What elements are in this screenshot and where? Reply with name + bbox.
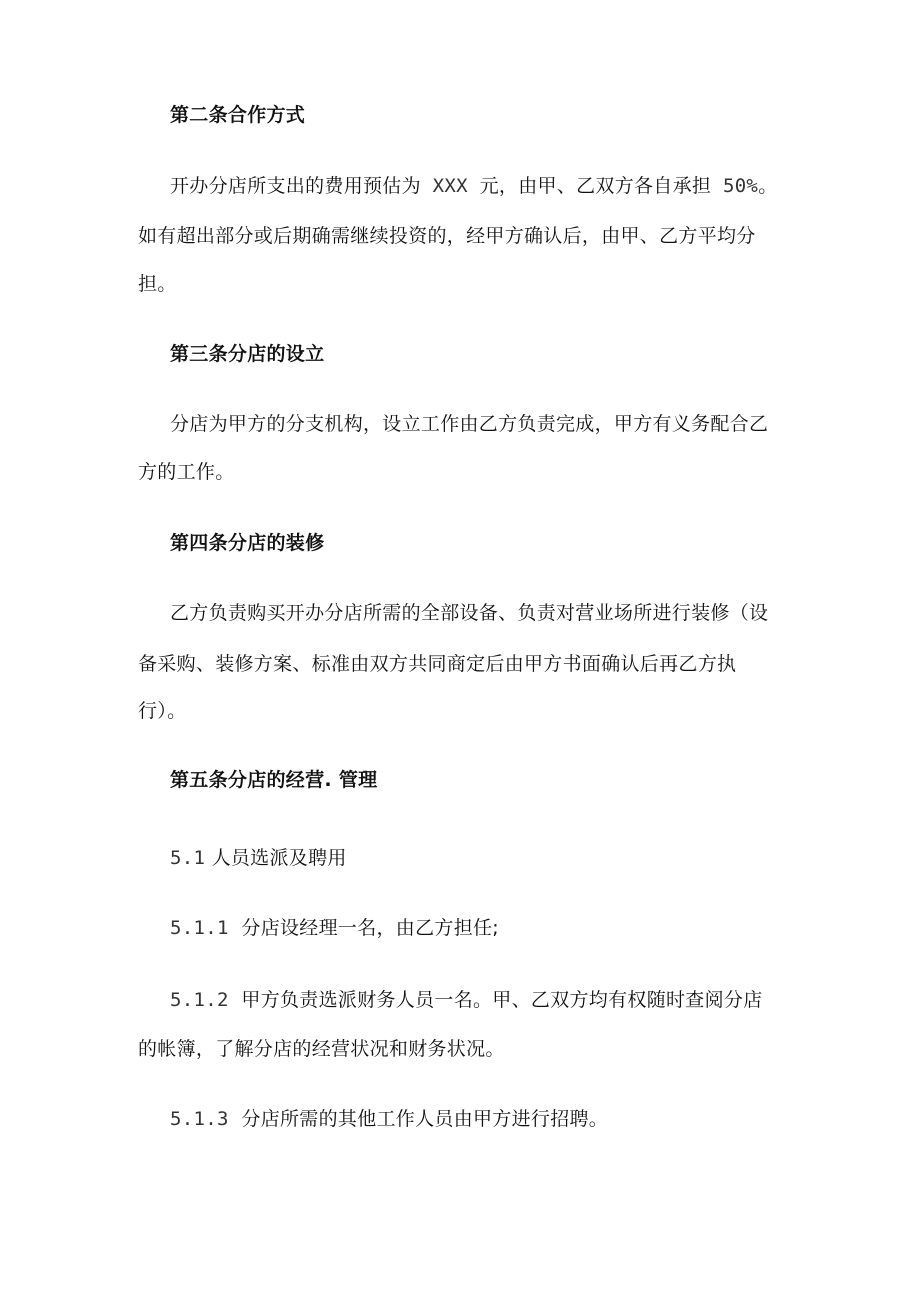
item-5-1-3-text: 分店所需的其他工作人员由甲方进行招聘。 (241, 1108, 609, 1130)
item-5-1-2-continuation: 的帐簿，了解分店的经营状况和财务状况。 (138, 1038, 505, 1060)
section-heading-2: 第二条合作方式 (170, 104, 306, 126)
item-5-1-2-number: 5.1.2 (170, 989, 229, 1011)
section-heading-3: 第三条分店的设立 (170, 343, 325, 365)
section-heading-4: 第四条分店的装修 (170, 532, 325, 554)
section-2-paragraph-line-2: 如有超出部分或后期确需继续投资的，经甲方确认后，由甲、乙方平均分 (138, 225, 756, 247)
section-4-paragraph-line-3: 行）。 (138, 700, 187, 722)
item-5-1-1-text: 分店设经理一名，由乙方担任; (241, 917, 499, 939)
section-3-paragraph-line-2: 方的工作。 (138, 461, 235, 483)
item-5-1-text: 人员选派及聘用 (211, 847, 347, 869)
item-5-1-1 (170, 915, 790, 941)
item-5-1-2-text: 甲方负责选派财务人员一名。甲、乙双方均有权随时查阅分店 (241, 989, 763, 1011)
section-4-paragraph-line-1: 乙方负责购买开办分店所需的全部设备、负责对营业场所进行装修（设 (170, 602, 769, 624)
item-5-1 (170, 845, 790, 871)
section-heading-5: 第五条分店的经营. 管理 (170, 769, 378, 791)
item-5-1-3 (170, 1106, 790, 1132)
section-2-text-end: 。 (758, 175, 778, 197)
section-3-paragraph-line-1: 分店为甲方的分支机构，设立工作由乙方负责完成，甲方有义务配合乙 (170, 413, 769, 435)
item-5-1-number: 5.1 (170, 847, 206, 869)
section-4-paragraph-line-2: 备采购、装修方案、标准由双方共同商定后由甲方书面确认后再乙方执 (138, 653, 737, 675)
item-5-1-2 (170, 987, 790, 1013)
item-5-1-3-number: 5.1.3 (170, 1108, 229, 1130)
section-2-paragraph-line-3: 担。 (138, 273, 177, 295)
section-2-text-mid: 元，由甲、乙双方各自承担 (479, 175, 712, 197)
section-2-text-pre: 开办分店所支出的费用预估为 (170, 175, 421, 197)
section-2-amount: XXX (420, 175, 480, 197)
section-2-paragraph-line-1 (170, 173, 790, 199)
item-5-1-1-number: 5.1.1 (170, 917, 229, 939)
section-2-percent: 50% (711, 175, 759, 197)
